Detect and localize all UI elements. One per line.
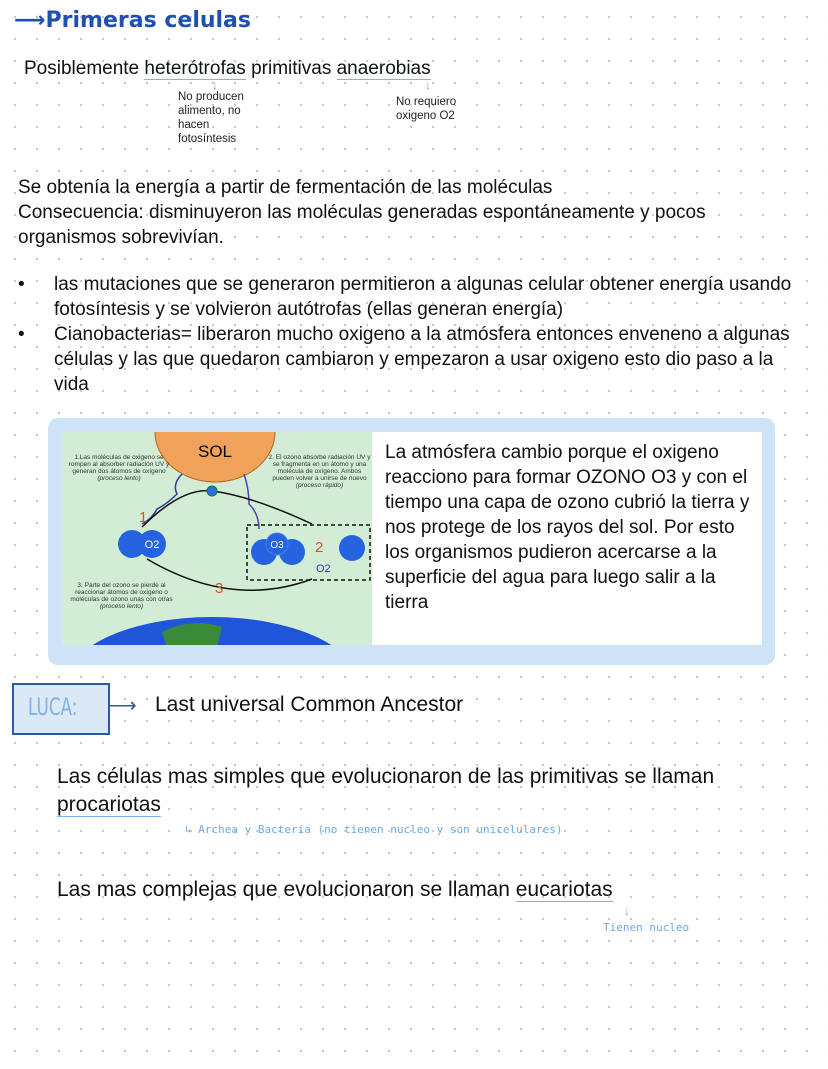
ozone-diagram: SOL O2 O3 2 O2 1 3 1.Las moléculas de oxigeno se rompen al absorber radiación UV y generan dos átomos de oxígeno (proceso lento) 2. El ozono absorbe radiación UV y se fragmenta en un átomo y una molécula de oxígeno. Ambos pueden volver a unirse de nuevo (proceso rápido) 3. Parte del ozono se pierde al reaccionar átomos de oxígeno o moléculas de ozono unas con otras (proceso lento): [62, 432, 372, 645]
arrow-icon: ↳: [185, 823, 199, 836]
note-heterotrofas: No producen alimento, no hacen fotosíntesis: [178, 91, 244, 145]
arrow-right-icon: ⟶: [14, 8, 46, 33]
luca-definition: Last universal Common Ancestor: [155, 693, 464, 716]
paragraph: Se obtenía la energía a partir de fermentación de las moléculas Consecuencia: disminuyeron las moléculas generadas espontáneamente y pocos organismos sobrevivían.: [18, 177, 706, 248]
note-anaerobias: No requiero oxigeno O2: [396, 96, 457, 122]
down-arrow-icon: ↓: [212, 78, 218, 92]
svg-text:O3: O3: [270, 540, 284, 551]
svg-text:1: 1: [139, 509, 148, 526]
sun-label: SOL: [197, 442, 233, 461]
down-arrow-icon: ↓: [425, 78, 431, 92]
page-title: ⟶Primeras celulas: [14, 8, 252, 33]
down-arrow-icon: ↓: [624, 904, 630, 918]
svg-text:O2: O2: [316, 563, 331, 575]
list-item: • las mutaciones que se generaron permitieron a algunas celular obtener energía usando fotosíntesis y se volvieron autótrofas (ellas generan energía): [18, 272, 798, 322]
bullet-list: [18, 272, 798, 397]
procariotas-note: ↳ Archea y Bacteria (no tienen nucleo y son unicelulares): [185, 823, 563, 836]
ozone-text: La atmósfera cambio porque el oxigeno reacciono para formar OZONO O3 y con el tiempo una capa de ozono cubrió la tierra y nos protege de los rayos del sol. Por esto los organismos pudieron acercarse a la superficie del agua para luego salir a la tierra: [385, 442, 750, 613]
svg-text:3: 3: [215, 580, 224, 597]
list-item: • Cianobacterias= liberaron mucho oxigeno a la atmósfera entonces enveneno a algunas células y las que quedaron cambiaron y empezaron a usar oxigeno esto dio paso a la vida: [18, 322, 798, 397]
procariotas-text: Las células mas simples que evolucionaron de las primitivas se llaman procariotas: [57, 765, 715, 816]
arrow-right-icon: ⟶: [108, 695, 137, 717]
eucariotas-text: Las mas complejas que evolucionaron se llaman eucariotas: [57, 878, 613, 901]
eucariotas-note: Tienen nucleo: [603, 921, 690, 934]
svg-text:2: 2: [315, 539, 324, 556]
svg-text:O2: O2: [144, 539, 160, 551]
intro-line: Posiblemente heterótrofas primitivas anaerobias: [24, 58, 431, 79]
luca-label: LUCA:: [28, 693, 78, 721]
